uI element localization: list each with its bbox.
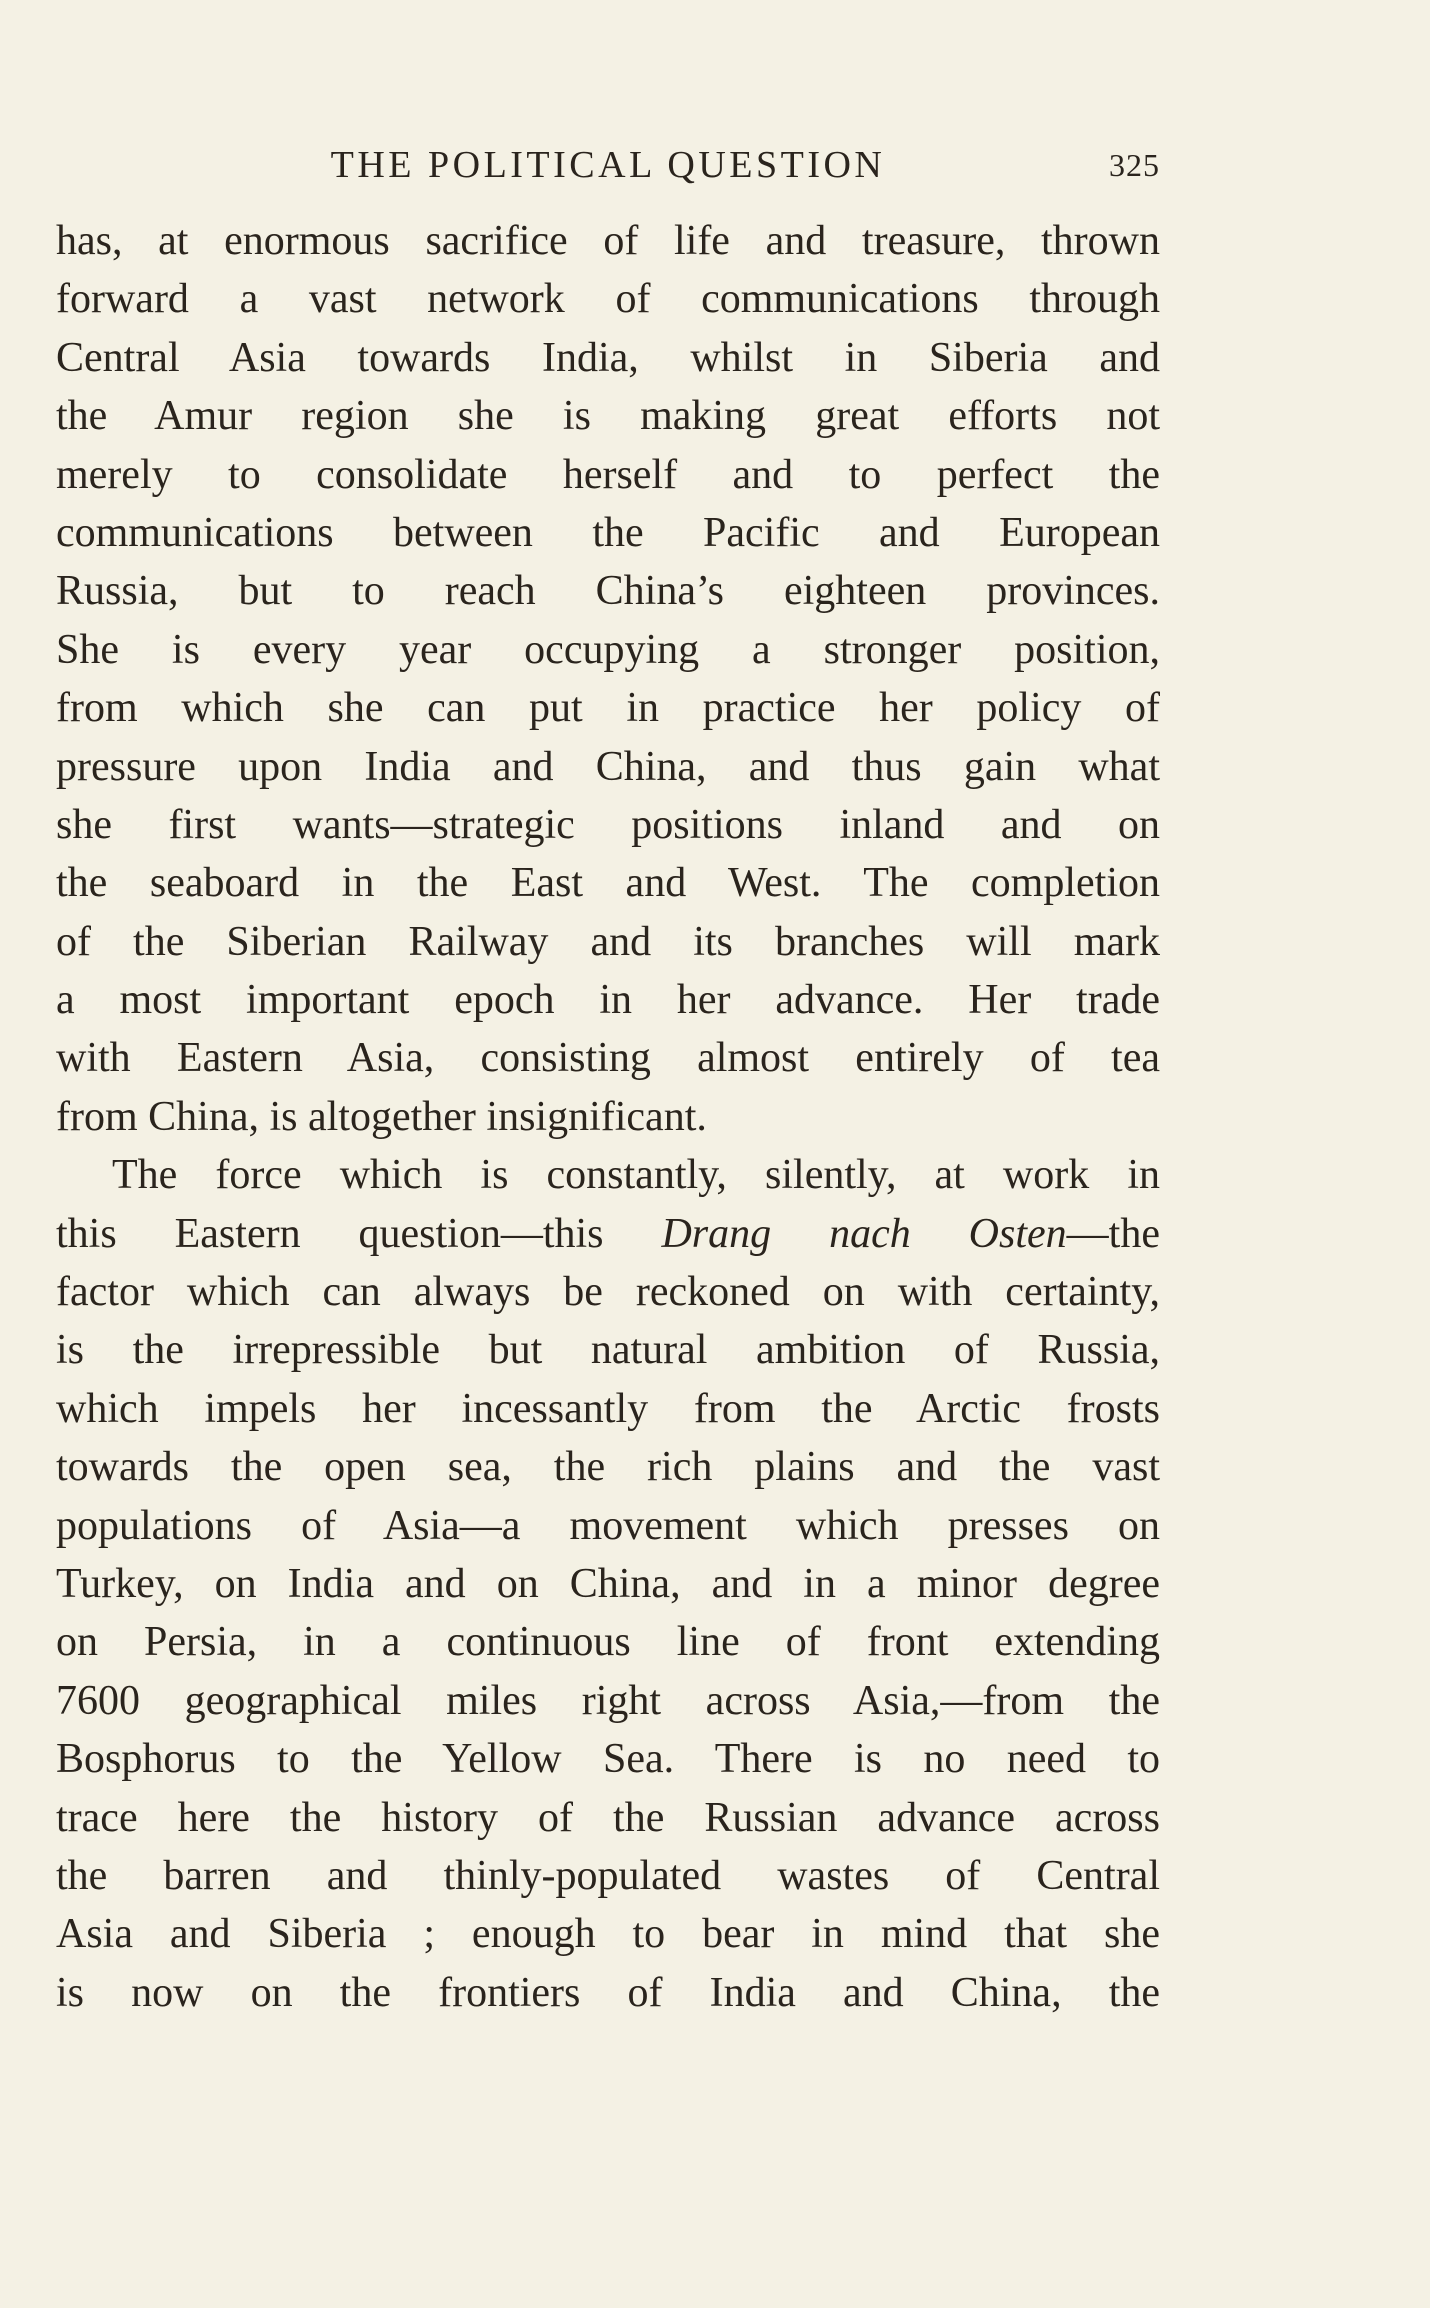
text-line: which impels her incessantly from the Arctic frosts (56, 1385, 1160, 1432)
text-line-paragraph-end: from China, is altogether insignificant. (56, 1093, 707, 1140)
text-line: Russia, but to reach China’s eighteen provinces. (56, 568, 1160, 615)
text-line: Asia and Siberia ; enough to bear in mind that she (56, 1911, 1160, 1958)
text-line: the seaboard in the East and West. The completion (56, 860, 1160, 907)
text-line: She is every year occupying a stronger position, (56, 626, 1160, 673)
text-line: with Eastern Asia, consisting almost entirely of tea (56, 1035, 1160, 1082)
text-line: towards the open sea, the rich plains and the vast (56, 1444, 1160, 1491)
running-title: THE POLITICAL QUESTION (330, 144, 886, 186)
text-line: merely to consolidate herself and to perfect the (56, 451, 1160, 498)
text-line-paragraph-start: The force which is constantly, silently, at work in (112, 1152, 1160, 1199)
text-line: forward a vast network of communications through (56, 276, 1160, 323)
text-line: Central Asia towards India, whilst in Siberia and (56, 334, 1160, 381)
text-line: on Persia, in a continuous line of front extending (56, 1619, 1160, 1666)
text-segment: —the (1066, 1210, 1160, 1257)
text-line: a most important epoch in her advance. Her trade (56, 977, 1160, 1024)
text-line: has, at enormous sacrifice of life and treasure, thrown (56, 218, 1160, 264)
text-line: trace here the history of the Russian advance across (56, 1794, 1160, 1841)
text-line: is the irrepressible but natural ambition of Russia, (56, 1327, 1160, 1374)
text-line: she first wants—strategic positions inland and on (56, 801, 1160, 848)
text-line: factor which can always be reckoned on with certainty, (56, 1269, 1160, 1316)
text-line-with-italic (56, 1205, 1160, 1263)
text-line: of the Siberian Railway and its branches will mark (56, 918, 1160, 965)
text-line: pressure upon India and China, and thus gain what (56, 743, 1160, 790)
text-line: from which she can put in practice her policy of (56, 685, 1160, 732)
text-line: is now on the frontiers of India and China, the (56, 1969, 1160, 2016)
italic-phrase: Drang nach Osten (661, 1210, 1067, 1257)
text-line: the Amur region she is making great efforts not (56, 393, 1160, 440)
body-text (56, 212, 1160, 2022)
text-line: Turkey, on India and on China, and in a minor degree (56, 1560, 1160, 1607)
text-segment: this Eastern question—this (56, 1210, 662, 1257)
text-line: the barren and thinly-populated wastes of Central (56, 1852, 1160, 1899)
text-line: populations of Asia—a movement which presses on (56, 1502, 1160, 1549)
text-line: Bosphorus to the Yellow Sea. There is no need to (56, 1736, 1160, 1783)
running-head (56, 140, 1160, 190)
text-line: 7600 geographical miles right across Asia,—from the (56, 1677, 1160, 1724)
page-number: 325 (1109, 147, 1160, 183)
text-line: communications between the Pacific and European (56, 509, 1160, 556)
